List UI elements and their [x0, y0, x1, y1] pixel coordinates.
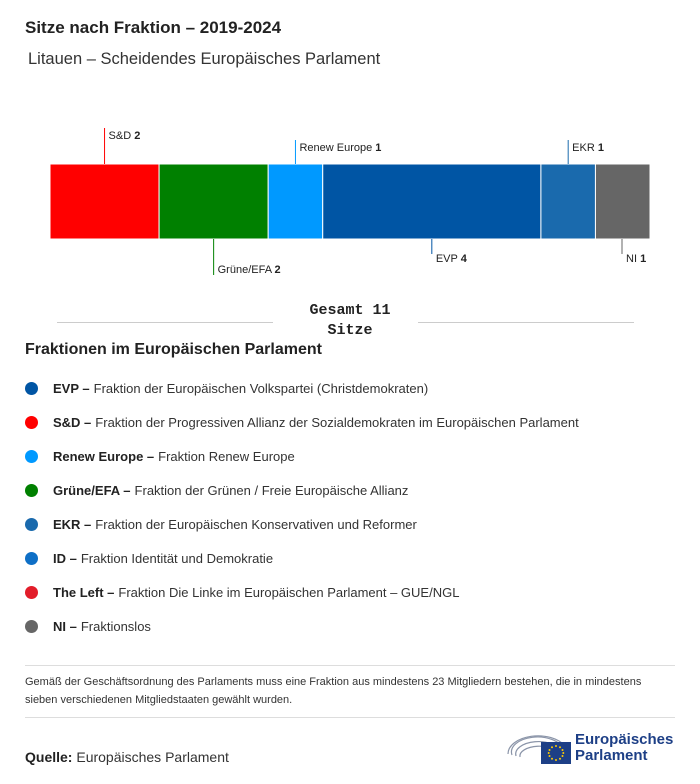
chart-subtitle: Litauen – Scheidendes Europäisches Parlament [28, 50, 381, 68]
bar-segment-evp[interactable] [323, 164, 541, 239]
legend-abbr: NI – [53, 618, 77, 634]
segment-label-s-d: S&D 2 [108, 130, 141, 142]
footnote: Gemäß der Geschäftsordnung des Parlaments muss eine Fraktion aus mindestens 23 Mitgliedern bestehen, die in mindestens sieben verschiedenen Mitgliedstaaten gewählt wurden. [25, 676, 642, 706]
legend-abbr: Renew Europe – [53, 448, 155, 464]
legend-dot-icon [25, 382, 38, 395]
segment-label-renew-europe: Renew Europe 1 [299, 142, 382, 154]
logo-text-line2: Parlament [575, 747, 648, 764]
source [25, 749, 229, 765]
legend-item [25, 405, 579, 439]
total-divider-left [57, 322, 273, 323]
legend-name: Fraktion Identität und Demokratie [80, 550, 274, 566]
legend-abbr: The Left – [53, 584, 115, 600]
legend-name: Fraktion Renew Europe [158, 448, 295, 464]
legend-dot-icon [25, 586, 38, 599]
legend-item [25, 609, 579, 643]
segment-label-gr-ne-efa: Grüne/EFA 2 [217, 264, 281, 276]
bar-segment-renew-europe[interactable] [268, 164, 323, 239]
bar-segment-gr-ne-efa[interactable] [159, 164, 268, 239]
seat-bar-chart [0, 120, 700, 290]
legend-abbr: EVP – [53, 380, 90, 396]
legend-dot-icon [25, 450, 38, 463]
legend-name: Fraktionslos [80, 618, 151, 634]
legend-abbr: S&D – [53, 414, 92, 430]
european-parliament-logo[interactable] [505, 728, 673, 768]
legend-list [25, 371, 579, 643]
legend-abbr: ID – [53, 550, 77, 566]
legend-name: Fraktion der Europäischen Konservativen und Reformer [95, 516, 417, 532]
legend-item [25, 575, 579, 609]
source-value: Europäisches Parlament [76, 749, 229, 765]
total-seats-unit: Sitze [327, 322, 373, 339]
bar-segment-ekr[interactable] [541, 164, 596, 239]
legend-abbr: Grüne/EFA – [53, 482, 131, 498]
legend-dot-icon [25, 620, 38, 633]
total-seats-count: Gesamt 11 [309, 302, 391, 319]
total-divider-right [418, 322, 634, 323]
chart-title: Sitze nach Fraktion – 2019-2024 [25, 18, 282, 37]
bar-segment-s-d[interactable] [50, 164, 159, 239]
legend-name: Fraktion Die Linke im Europäischen Parlament – GUE/NGL [118, 584, 460, 600]
legend-title: Fraktionen im Europäischen Parlament [25, 341, 322, 358]
note-divider-bottom [25, 717, 675, 718]
legend-dot-icon [25, 552, 38, 565]
source-label: Quelle: [25, 749, 73, 765]
legend-abbr: EKR – [53, 516, 92, 532]
total-seats [0, 301, 700, 341]
segment-label-ekr: EKR 1 [572, 142, 604, 154]
european-parliament-logo-icon [505, 728, 571, 768]
legend-item [25, 371, 579, 405]
segment-label-ni: NI 1 [626, 253, 647, 265]
legend-dot-icon [25, 416, 38, 429]
legend-dot-icon [25, 518, 38, 531]
legend-item [25, 541, 579, 575]
note-divider-top [25, 665, 675, 666]
legend-item [25, 507, 579, 541]
legend-name: Fraktion der Europäischen Volkspartei (Christdemokraten) [93, 380, 429, 396]
segment-label-evp: EVP 4 [435, 253, 467, 265]
legend-item [25, 439, 579, 473]
logo-wordmark [575, 732, 673, 764]
logo-text-line1: Europäisches [575, 731, 674, 748]
legend-item [25, 473, 579, 507]
legend-name: Fraktion der Grünen / Freie Europäische Allianz [134, 482, 409, 498]
legend-name: Fraktion der Progressiven Allianz der Sozialdemokraten im Europäischen Parlament [95, 414, 579, 430]
legend-dot-icon [25, 484, 38, 497]
bar-segment-ni[interactable] [595, 164, 650, 239]
